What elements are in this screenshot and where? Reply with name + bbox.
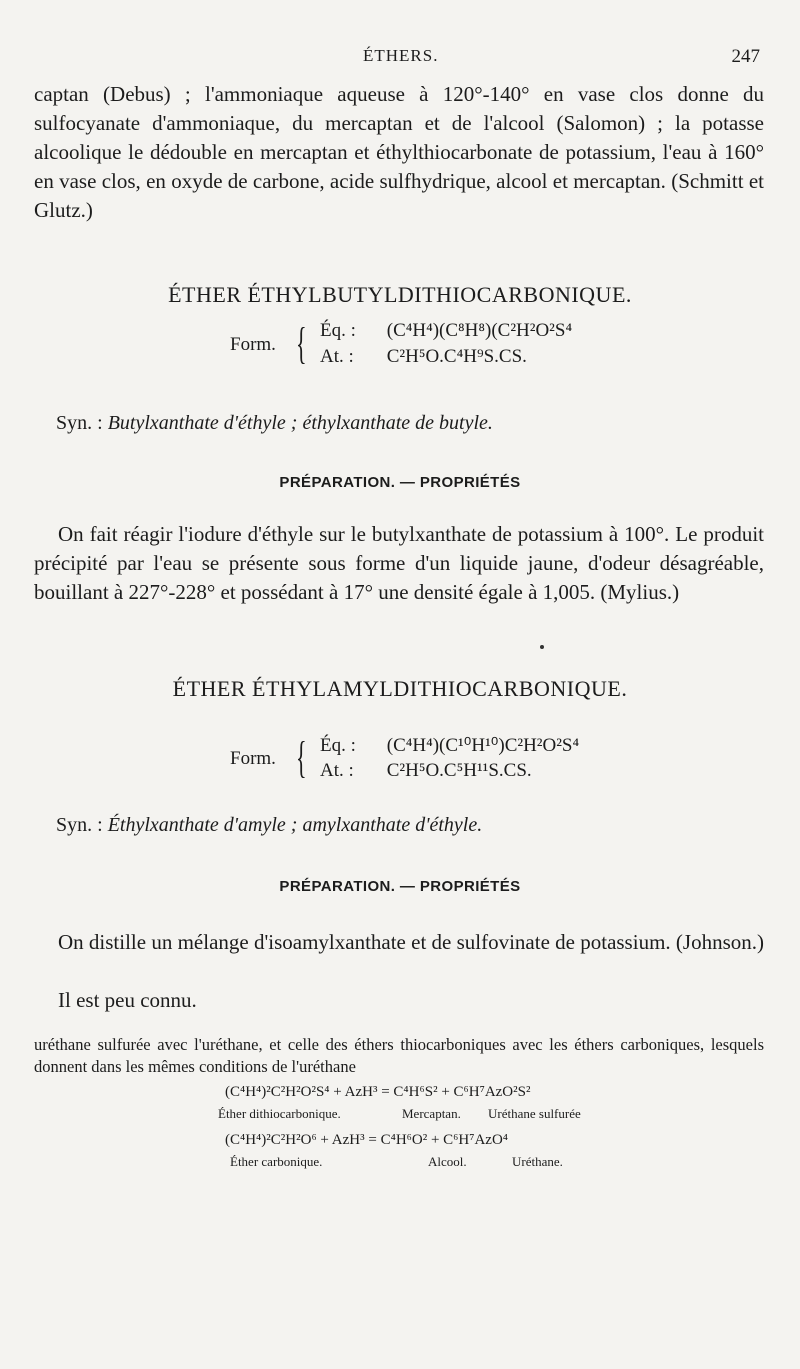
- at-formula: C²H⁵O.C⁵H¹¹S.CS.: [386, 760, 532, 781]
- eq-formula: (C⁴H⁴)(C⁸H⁸)(C²H²O²S⁴: [386, 320, 573, 341]
- eq-label: Éq. :: [320, 735, 356, 756]
- running-title: ÉTHERS.: [363, 46, 439, 65]
- eq-label: Éq. :: [320, 320, 356, 341]
- running-header: [0, 44, 800, 72]
- subtitle-preparation-1: PRÉPARATION. — PROPRIÉTÉS: [279, 474, 521, 491]
- paragraph-peu-connu: Il est peu connu.: [58, 988, 197, 1012]
- formula-eq-row: [320, 320, 572, 342]
- at-label: At. :: [320, 346, 354, 367]
- formula-block-ethylamyl: [230, 734, 650, 790]
- syn-value: Butylxanthate d'éthyle ; éthylxanthate de butyle.: [107, 412, 493, 434]
- syn-label: Syn. :: [56, 814, 103, 836]
- equation-1: (C⁴H⁴)²C²H²O²S⁴ + AzH³ = C⁴H⁶S² + C⁶H⁷AzO²S²: [225, 1084, 531, 1100]
- syn-label: Syn. :: [56, 412, 103, 434]
- eq2-label-alcool: Alcool.: [428, 1154, 467, 1169]
- synonyms-ethylbutyl: [56, 412, 776, 435]
- equation-2: (C⁴H⁴)²C²H²O⁶ + AzH³ = C⁴H⁶O² + C⁶H⁷AzO⁴: [225, 1132, 509, 1148]
- eq-formula: (C⁴H⁴)(C¹⁰H¹⁰)C²H²O²S⁴: [386, 735, 580, 756]
- section-title-ethylbutyl: ÉTHER ÉTHYLBUTYLDITHIOCARBONIQUE.: [168, 282, 632, 307]
- formula-block-ethylbutyl: [230, 320, 650, 376]
- paragraph-preparation-2: On distille un mélange d'isoamylxanthate et de sulfovinate de potassium. (Johnson.): [58, 930, 764, 954]
- form-label: Form.: [230, 334, 276, 355]
- brace-glyph: {: [296, 319, 307, 368]
- at-label: At. :: [320, 760, 354, 781]
- formula-at-row: [320, 346, 527, 368]
- brace-glyph: {: [296, 733, 307, 782]
- note-paragraph: uréthane sulfurée avec l'uréthane, et celle des éthers thiocarboniques avec les éthers carboniques, lesquels donnent dans les mêmes conditions de l'uréthane: [34, 1035, 764, 1076]
- formula-eq-row: [320, 734, 579, 757]
- eq2-label-ether: Éther carbonique.: [230, 1154, 323, 1169]
- page-number: 247: [731, 46, 760, 67]
- intro-paragraph: captan (Debus) ; l'ammoniaque aqueuse à 120°-140° en vase clos donne du sulfocyanate d'ammoniaque, du mercaptan et de l'alcool (Salomon) ; la potasse alcoolique le dédouble en mercaptan et éthylthiocarbonate de potassium, l'eau à 160° en vase clos, en oxyde de carbone, acide sulfhydrique, alcool et mercaptan. (Schmitt et Glutz.): [34, 82, 764, 222]
- at-formula: C²H⁵O.C⁴H⁹S.CS.: [386, 346, 527, 367]
- section-title-ethylamyl: ÉTHER ÉTHYLAMYLDITHIOCARBONIQUE.: [172, 676, 628, 701]
- print-dot: [540, 645, 544, 649]
- eq2-label-urethane: Uréthane.: [512, 1154, 563, 1169]
- paragraph-preparation-1: On fait réagir l'iodure d'éthyle sur le butylxanthate de potassium à 100°. Le produit précipité par l'eau se présente sous forme d'un liquide jaune, d'odeur désagréable, bouillant à 227°-228° et possédant à 17° une densité égale à 1,005. (Mylius.): [34, 522, 764, 604]
- syn-value: Éthylxanthate d'amyle ; amylxanthate d'éthyle.: [107, 814, 483, 836]
- synonyms-ethylamyl: [56, 814, 776, 837]
- eq1-label-ether: Éther dithiocarbonique.: [218, 1106, 341, 1121]
- subtitle-preparation-2: PRÉPARATION. — PROPRIÉTÉS: [279, 878, 521, 895]
- formula-at-row: [320, 760, 532, 782]
- form-label: Form.: [230, 748, 276, 769]
- eq1-label-mercaptan: Mercaptan.: [402, 1106, 461, 1121]
- eq1-label-urethane: Uréthane sulfurée: [488, 1106, 581, 1121]
